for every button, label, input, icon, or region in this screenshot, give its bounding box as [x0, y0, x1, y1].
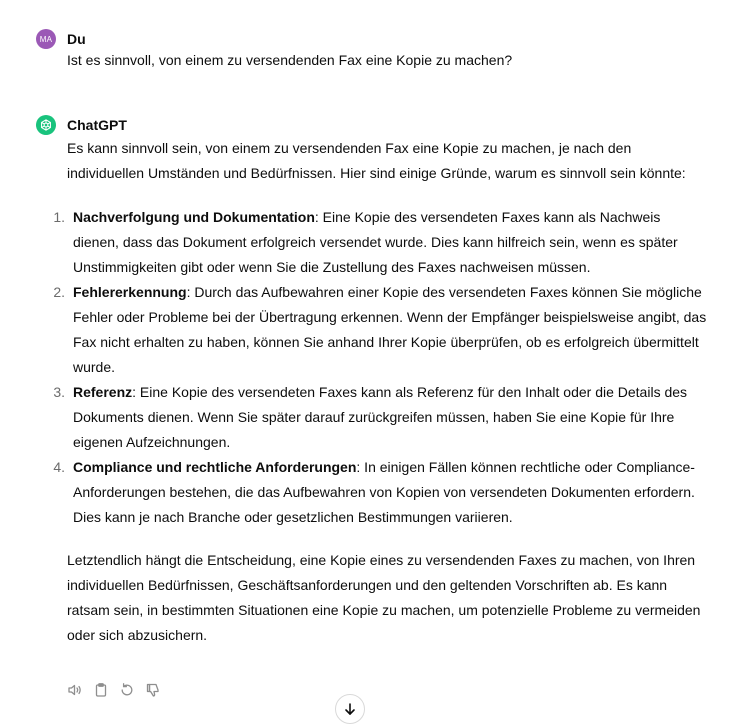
list-item-text: : Durch das Aufbewahren einer Kopie des versendeten Faxes können Sie mögliche Fehler oder Probleme bei der Übertragung erkennen. Wenn der Empfänger beispielsweise angibt, das Fax nicht erhalten zu haben, können Sie anhand Ihrer Kopie überprüfen, ob es erfolgreich übermittelt wurde.: [73, 284, 707, 375]
list-item: [53, 380, 709, 455]
list-item: [53, 205, 709, 280]
list-item-number: 1.: [53, 209, 65, 225]
list-item-number: 4.: [53, 459, 65, 475]
reasons-list: [53, 205, 709, 530]
assistant-message: [36, 115, 709, 648]
list-item-number: 2.: [53, 284, 65, 300]
user-message-content: [67, 49, 709, 71]
list-item-number: 3.: [53, 384, 65, 400]
list-item-term: Fehlererkennung: [73, 284, 187, 300]
assistant-intro: Es kann sinnvoll sein, von einem zu versendenden Fax eine Kopie zu machen, je nach den individuellen Umständen und Bedürfnissen. Hier sind einige Gründe, warum es sinnvoll sein könnte:: [67, 140, 686, 181]
arrow-down-icon: [343, 702, 357, 716]
list-item: [53, 455, 709, 530]
chatgpt-logo-icon: [36, 115, 56, 135]
list-item-term: Referenz: [73, 384, 133, 400]
list-item-text: : Eine Kopie des versendeten Faxes kann als Nachweis dienen, dass das Dokument erfolgreich versendet wurde. Dies kann hilfreich sein, wenn es später Unstimmigkeiten gibt oder wenn Sie die Zustellung des Faxes nachweisen müssen.: [73, 209, 678, 275]
user-avatar: [36, 29, 56, 49]
assistant-author-name: ChatGPT: [67, 117, 127, 133]
assistant-author-row: [36, 115, 709, 135]
assistant-conclusion: Letztendlich hängt die Entscheidung, eine Kopie eines zu versendenden Faxes zu machen, von Ihren individuellen Bedürfnissen, Geschäftsanforderungen und den geltenden Vorschriften ab. Es kann ratsam sein, in bestimmten Situationen eine Kopie zu machen, um potenzielle Probleme zu vermeiden oder sich abzusichern.: [67, 552, 701, 643]
list-item-term: Compliance und rechtliche Anforderungen: [73, 459, 357, 475]
list-item-text: : In einigen Fällen können rechtliche oder Compliance-Anforderungen bestehen, die das Aufbewahren von Kopien von versendeten Dokumenten erfordern. Dies kann je nach Branche oder gesetzlichen Bestimmungen variieren.: [73, 459, 695, 525]
thumbs-down-icon[interactable]: [145, 682, 161, 698]
regenerate-icon[interactable]: [119, 682, 135, 698]
scroll-to-bottom-button[interactable]: [335, 694, 365, 724]
user-author-row: [36, 29, 709, 49]
speaker-icon[interactable]: [67, 682, 83, 698]
list-item: [53, 280, 709, 380]
assistant-message-content: [53, 136, 709, 648]
user-message-text: Ist es sinnvoll, von einem zu versendenden Fax eine Kopie zu machen?: [67, 52, 513, 68]
list-item-term: Nachverfolgung und Dokumentation: [73, 209, 315, 225]
user-author-name: Du: [67, 31, 86, 47]
user-message: [36, 29, 709, 71]
clipboard-icon[interactable]: [93, 682, 109, 698]
user-avatar-initials: MA: [39, 34, 53, 44]
message-actions: [67, 682, 161, 698]
list-item-text: : Eine Kopie des versendeten Faxes kann als Referenz für den Inhalt oder die Details des Dokuments dienen. Wenn Sie später darauf zurückgreifen müssen, haben Sie eine Kopie für Ihre eigenen Aufzeichnungen.: [73, 384, 688, 450]
